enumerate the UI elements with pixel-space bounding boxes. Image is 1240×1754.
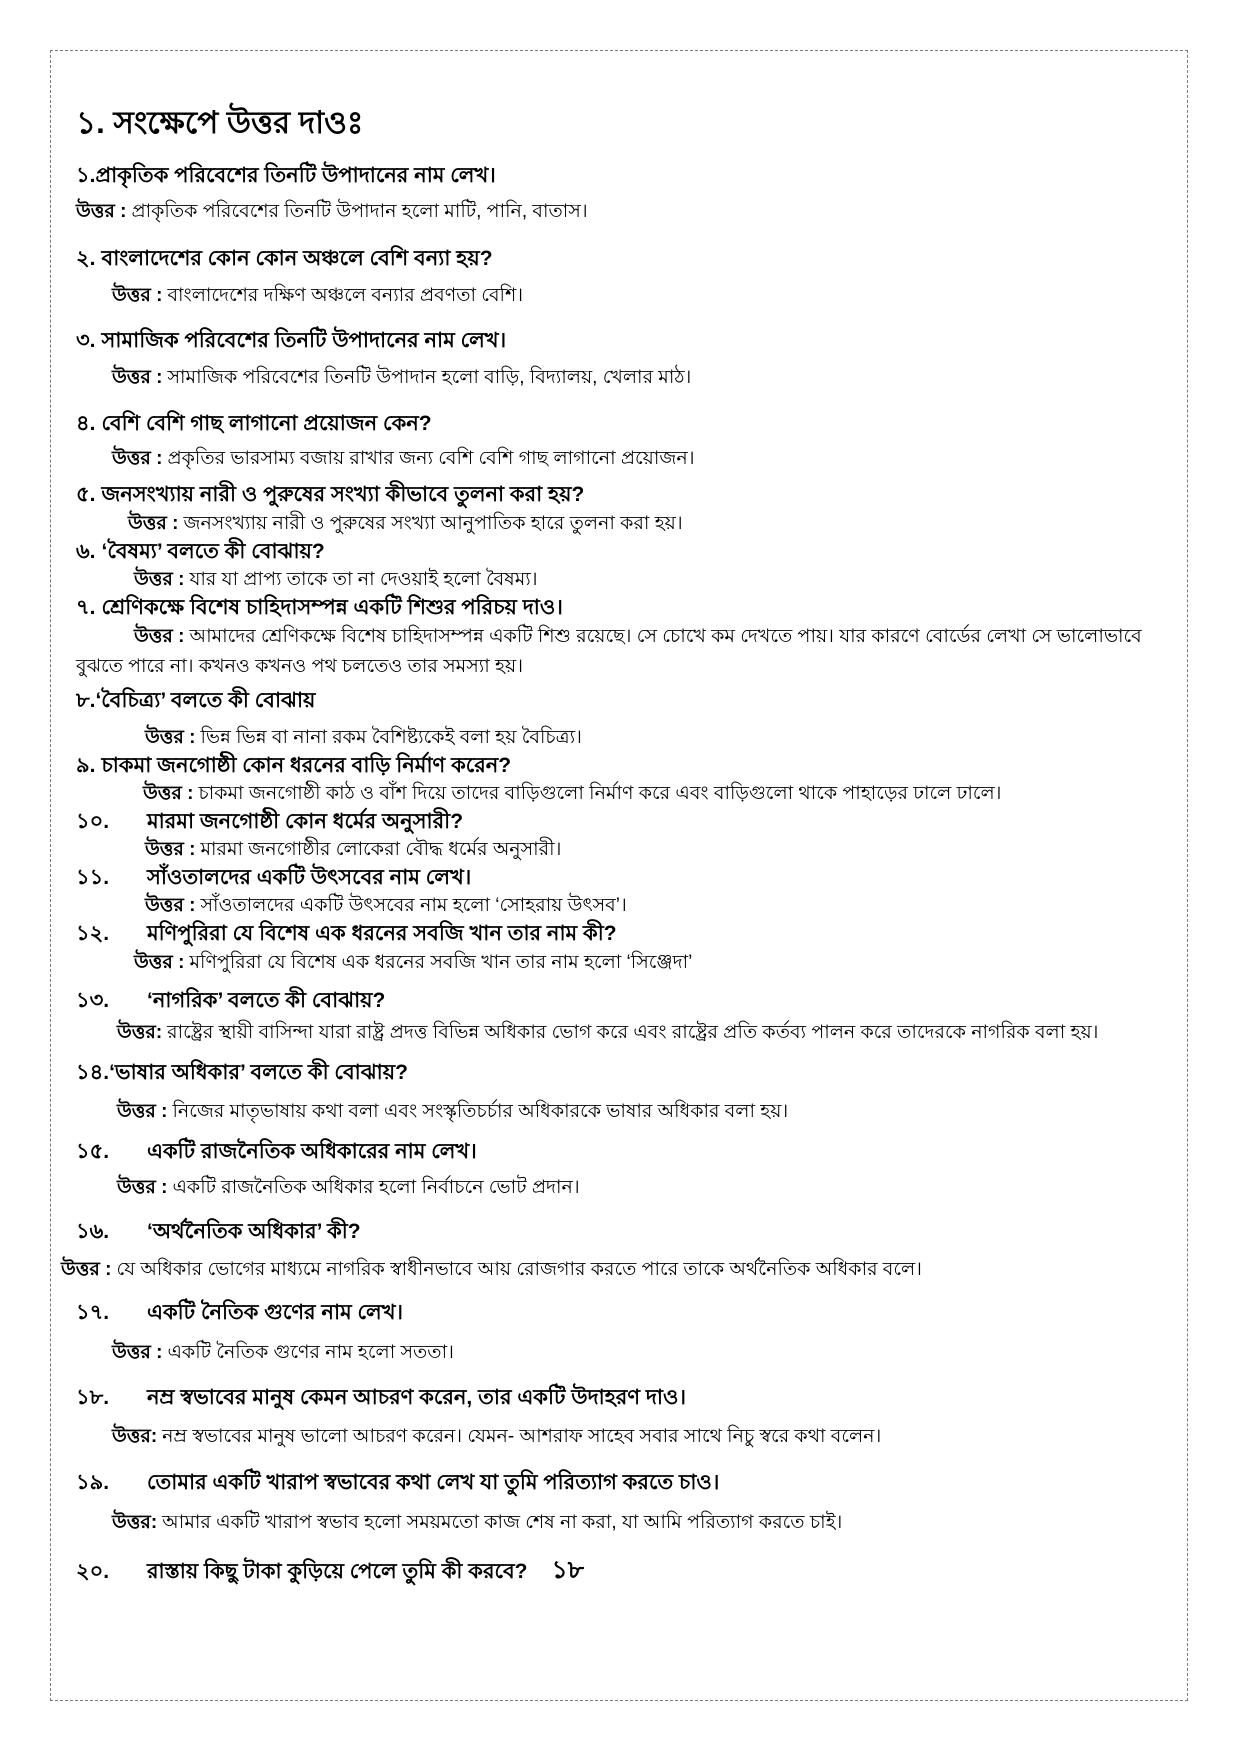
answer-label: উত্তর : (134, 626, 185, 647)
question-12 (0, 920, 1240, 948)
answer-label: উত্তর : (117, 1101, 168, 1122)
answer-label: উত্তর : (128, 513, 179, 534)
question-18 (0, 1384, 1240, 1412)
question-17 (0, 1299, 1240, 1327)
question-16 (0, 1218, 1240, 1246)
answer-label: উত্তর : (112, 367, 163, 388)
question-number: ৮. (76, 689, 96, 712)
answer-text: মারমা জনগোষ্ঠীর লোকেরা বৌদ্ধ ধর্মের অনুসারী। (200, 839, 562, 860)
question-10 (0, 808, 1240, 836)
answer-5 (0, 510, 1240, 538)
question-number: ১১. (76, 866, 110, 889)
question-text: একটি রাজনৈতিক অধিকারের নাম লেখ। (147, 1140, 477, 1163)
answer-17 (0, 1339, 1240, 1367)
answer-11 (0, 892, 1240, 920)
answer-text: রাষ্ট্রের স্থায়ী বাসিন্দা যারা রাষ্ট্র প্রদত্ত বিভিন্ন অধিকার ভোগ করে এবং রাষ্ট্রের প্রতি কর্তব্য পালন করে তাদেরকে নাগরিক বলা হয়। (167, 1022, 1099, 1043)
question-text: বাংলাদেশের কোন কোন অঞ্চলে বেশি বন্যা হয়? (101, 247, 493, 270)
question-text: একটি নৈতিক গুণের নাম লেখ। (147, 1301, 404, 1324)
question-15 (0, 1138, 1240, 1166)
question-text: ‘বৈচিত্র্য’ বলতে কী বোঝায় (95, 689, 316, 712)
question-text: তোমার একটি খারাপ স্বভাবের কথা লেখ যা তুমি পরিত্যাগ করতে চাও। (147, 1471, 720, 1494)
question-2 (0, 245, 1240, 273)
question-text: শ্রেণিকক্ষে বিশেষ চাহিদাসম্পন্ন একটি শিশুর পরিচয় দাও। (101, 596, 563, 619)
question-4 (0, 410, 1240, 438)
answer-10 (0, 836, 1240, 864)
question-3 (0, 327, 1240, 355)
answer-1 (0, 198, 1240, 226)
answer-7 (0, 622, 1240, 682)
question-6 (0, 538, 1240, 566)
answer-label: উত্তর : (112, 285, 163, 306)
question-7 (0, 594, 1240, 622)
question-number: ৫. (76, 483, 96, 506)
question-number: ২. (76, 247, 96, 270)
answer-label: উত্তর : (76, 201, 127, 222)
answer-text: মণিপুরিরা যে বিশেষ এক ধরনের সবজি খান তার নাম হলো ‘সিঞ্জেদা’ (189, 952, 693, 973)
answer-6 (0, 566, 1240, 594)
answer-text: ভিন্ন ভিন্ন বা নানা রকম বৈশিষ্ট্যকেই বলা হয় বৈচিত্র্য। (200, 727, 582, 748)
question-number: ৬. (76, 540, 96, 563)
question-text: নম্র স্বভাবের মানুষ কেমন আচরণ করেন, তার একটি উদাহরণ দাও। (147, 1386, 686, 1409)
answer-text: চাকমা জনগোষ্ঠী কাঠ ও বাঁশ দিয়ে তাদের বাড়িগুলো নির্মাণ করে এবং বাড়িগুলো থাকে পাহাড়ের ঢালে ঢালে। (198, 783, 1002, 804)
page-number: ১৮ (551, 1556, 584, 1584)
question-number: ১৯. (76, 1471, 110, 1494)
question-number: ৪. (76, 412, 96, 435)
answer-text: জনসংখ্যায় নারী ও পুরুষের সংখ্যা আনুপাতিক হারে তুলনা করা হয়। (183, 513, 683, 534)
question-text: চাকমা জনগোষ্ঠী কোন ধরনের বাড়ি নির্মাণ করেন? (101, 754, 512, 777)
section-title: ১. সংক্ষেপে উত্তর দাওঃ (76, 105, 364, 140)
answer-14 (0, 1098, 1240, 1126)
answer-18 (0, 1423, 1240, 1451)
question-11 (0, 864, 1240, 892)
question-number: ১০. (76, 810, 110, 833)
answer-19 (0, 1509, 1240, 1537)
question-14 (0, 1059, 1240, 1087)
answer-label: উত্তর: (112, 1426, 158, 1447)
question-8 (0, 687, 1240, 715)
answer-text: সাঁওতালদের একটি উৎসবের নাম হলো ‘সোহরায় উৎসব’। (200, 895, 627, 916)
question-9 (0, 752, 1240, 780)
answer-16 (0, 1256, 1240, 1284)
question-text: মারমা জনগোষ্ঠী কোন ধর্মের অনুসারী? (147, 810, 464, 833)
answer-label: উত্তর : (117, 1177, 168, 1198)
answer-label: উত্তর: (112, 1512, 158, 1533)
question-text: মণিপুরিরা যে বিশেষ এক ধরনের সবজি খান তার নাম কী? (147, 922, 617, 945)
answer-9 (0, 780, 1240, 808)
answer-text: সামাজিক পরিবেশের তিনটি উপাদান হলো বাড়ি, বিদ্যালয়, খেলার মাঠ। (167, 367, 692, 388)
answer-2 (0, 282, 1240, 310)
answer-text: যার যা প্রাপ্য তাকে তা না দেওয়াই হলো বৈষম্য। (189, 569, 538, 590)
answer-text: একটি নৈতিক গুণের নাম হলো সততা। (167, 1342, 454, 1363)
question-number: ১৩. (76, 989, 110, 1012)
answer-text: প্রকৃতির ভারসাম্য বজায় রাখার জন্য বেশি বেশি গাছ লাগানো প্রয়োজন। (167, 448, 695, 469)
answer-label: উত্তর : (134, 952, 185, 973)
question-1 (0, 162, 1240, 190)
answer-text: যে অধিকার ভোগের মাধ্যমে নাগরিক স্বাধীনভাবে আয় রোজগার করতে পারে তাকে অর্থনৈতিক অধিকার বলে। (116, 1259, 922, 1280)
question-5 (0, 481, 1240, 509)
question-text: সাঁওতালদের একটি উৎসবের নাম লেখ। (147, 866, 472, 889)
answer-text: আমাদের শ্রেণিকক্ষে বিশেষ চাহিদাসম্পন্ন একটি শিশু রয়েছে। সে চোখে কম দেখতে পায়। যার কারণে বোর্ডের লেখা সে ভালোভাবে বুঝতে পারে না। কখনও কখনও পথ চলতেও তার সমস্যা হয়। (76, 626, 1142, 677)
question-number: ২০. (76, 1560, 110, 1583)
answer-text: বাংলাদেশের দক্ষিণ অঞ্চলে বন্যার প্রবণতা বেশি। (167, 285, 524, 306)
answer-text: প্রাকৃতিক পরিবেশের তিনটি উপাদান হলো মাটি, পানি, বাতাস। (131, 201, 588, 222)
question-number: ১৭. (76, 1301, 110, 1324)
question-13 (0, 987, 1240, 1015)
question-text: রাস্তায় কিছু টাকা কুড়িয়ে পেলে তুমি কী করবে? (147, 1560, 528, 1583)
answer-label: উত্তর : (112, 448, 163, 469)
answer-label: উত্তর : (143, 783, 194, 804)
answer-label: উত্তর : (145, 895, 196, 916)
question-text: ‘বৈষম্য’ বলতে কী বোঝায়? (101, 540, 325, 563)
question-text: ‘অর্থনৈতিক অধিকার’ কী? (147, 1220, 361, 1243)
question-text: সামাজিক পরিবেশের তিনটি উপাদানের নাম লেখ। (101, 329, 507, 352)
question-text: ‘নাগরিক’ বলতে কী বোঝায়? (147, 989, 386, 1012)
answer-text: নম্র স্বভাবের মানুষ ভালো আচরণ করেন। যেমন- আশরাফ সাহেব সবার সাথে নিচু স্বরে কথা বলেন। (162, 1426, 882, 1447)
answer-label: উত্তর : (112, 1342, 163, 1363)
question-number: ১৬. (76, 1220, 110, 1243)
answer-text: আমার একটি খারাপ স্বভাব হলো সময়মতো কাজ শেষ না করা, যা আমি পরিত্যাগ করতে চাই। (162, 1512, 843, 1533)
question-19 (0, 1469, 1240, 1497)
question-number: ৭. (76, 596, 96, 619)
answer-label: উত্তর : (145, 727, 196, 748)
question-number: ৩. (76, 329, 96, 352)
question-number: ৯. (76, 754, 96, 777)
question-text: বেশি বেশি গাছ লাগানো প্রয়োজন কেন? (101, 412, 432, 435)
answer-text: নিজের মাতৃভাষায় কথা বলা এবং সংস্কৃতিচর্চার অধিকারকে ভাষার অধিকার বলা হয়। (172, 1101, 789, 1122)
answer-13 (0, 1018, 1240, 1048)
question-number: ১৮. (76, 1386, 110, 1409)
answer-label: উত্তর : (134, 569, 185, 590)
answer-label: উত্তর : (145, 839, 196, 860)
answer-label: উত্তর: (117, 1022, 163, 1043)
question-text: প্রাকৃতিক পরিবেশের তিনটি উপাদানের নাম লেখ। (95, 164, 496, 187)
question-number: ১২. (76, 922, 110, 945)
question-text: ‘ভাষার অধিকার’ বলতে কী বোঝায়? (109, 1061, 408, 1084)
answer-15 (0, 1174, 1240, 1202)
question-number: ১৪. (76, 1061, 110, 1084)
answer-label: উত্তর : (61, 1259, 112, 1280)
question-text: জনসংখ্যায় নারী ও পুরুষের সংখ্যা কীভাবে তুলনা করা হয়? (101, 483, 585, 506)
answer-8 (0, 724, 1240, 752)
question-number: ১. (76, 164, 96, 187)
answer-3 (0, 364, 1240, 392)
answer-4 (0, 445, 1240, 473)
question-20 (0, 1556, 1240, 1586)
answer-12 (0, 949, 1240, 977)
question-number: ১৫. (76, 1140, 110, 1163)
answer-text: একটি রাজনৈতিক অধিকার হলো নির্বাচনে ভোট প্রদান। (172, 1177, 580, 1198)
